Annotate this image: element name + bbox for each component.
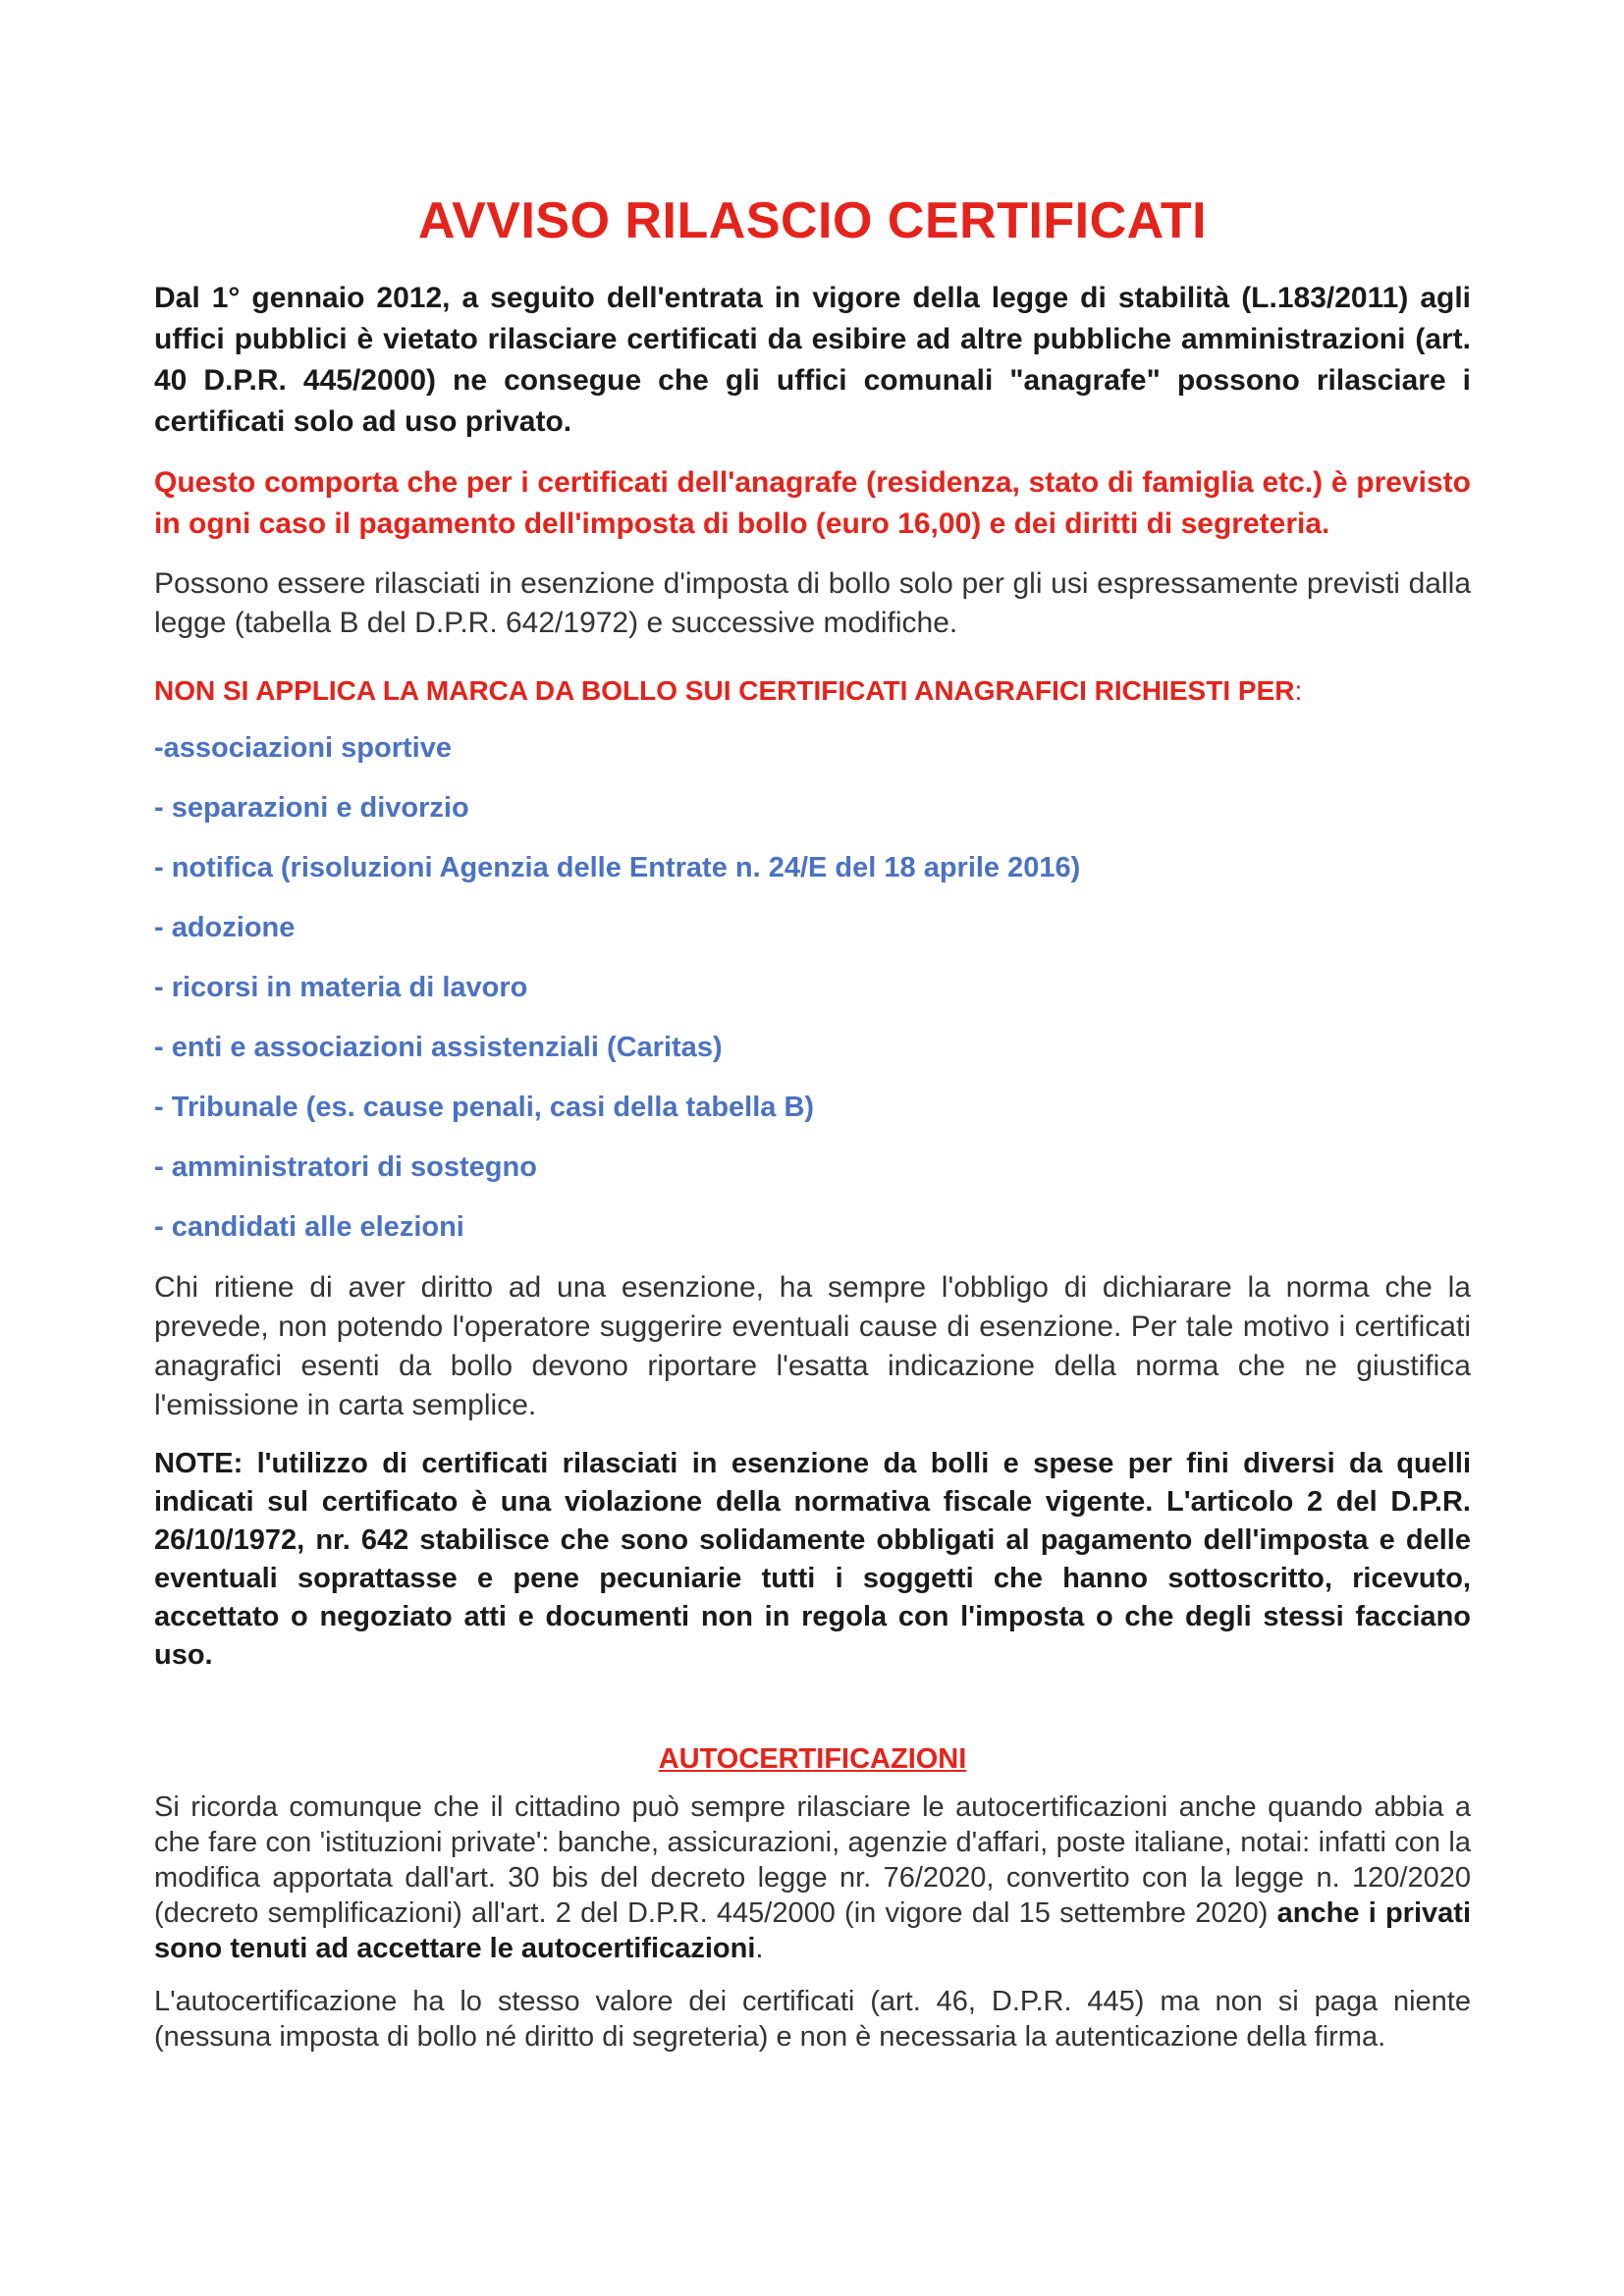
list-item: - separazioni e divorzio	[154, 792, 469, 824]
autocertificazioni-heading: AUTOCERTIFICAZIONI	[658, 1743, 967, 1775]
list-heading-text: NON SI APPLICA LA MARCA DA BOLLO SUI CERTIFICATI ANAGRAFICI RICHIESTI PER	[154, 675, 1295, 706]
warning-paragraph: Questo comporta che per i certificati dell'anagrafe (residenza, stato di famiglia etc.) è previsto in ogni caso il pagamento dell'imposta di bollo (euro 16,00) e dei diritti di segreteria.	[154, 466, 1471, 540]
list-item: - amministratori di sostegno	[154, 1151, 537, 1183]
list-item: - enti e associazioni assistenziali (Caritas)	[154, 1032, 723, 1063]
page-title: AVVISO RILASCIO CERTIFICATI	[417, 192, 1208, 249]
declaration-paragraph: Chi ritiene di aver diritto ad una esenzione, ha sempre l'obbligo di dichiarare la norma che la prevede, non potendo l'operatore suggerire eventuali cause di esenzione. Per tale motivo i certificati anagrafici esenti da bollo devono riportare l'esatta indicazione della norma che ne giustifica l'emissione in carta semplice.	[154, 1271, 1471, 1421]
autocert-end: .	[755, 1933, 764, 1964]
exemption-paragraph: Possono essere rilasciati in esenzione d'imposta di bollo solo per gli usi espressamente previsti dalla legge (tabella B del D.P.R. 642/1972) e successive modifiche.	[154, 567, 1471, 639]
list-item: - Tribunale (es. cause penali, casi della tabella B)	[154, 1092, 815, 1123]
autocert-paragraph-2: L'autocertificazione ha lo stesso valore dei certificati (art. 46, D.P.R. 445) ma non si paga niente (nessuna imposta di bollo né diritto di segreteria) e non è necessaria la autenticazione della firma.	[154, 1986, 1471, 2053]
autocert-paragraph-1	[154, 1789, 1471, 1966]
list-item: -associazioni sportive	[154, 732, 452, 764]
exempt-uses-list	[154, 729, 1471, 1246]
list-heading	[154, 670, 1471, 712]
autocert-bold-text: anche i privati sono tenuti ad accettare le autocertificazioni	[154, 1897, 1471, 1964]
note-label: NOTE	[154, 1448, 234, 1479]
list-item: - candidati alle elezioni	[154, 1211, 464, 1243]
note-paragraph	[154, 1445, 1471, 1675]
intro-paragraph: Dal 1° gennaio 2012, a seguito dell'entrata in vigore della legge di stabilità (L.183/2011) agli uffici pubblici è vietato rilasciare certificati da esibire ad altre pubbliche amministrazioni (art. 40 D.P.R. 445/2000) ne consegue che gli uffici comunali "anagrafe" possono rilasciare i certificati solo ad uso privato.	[154, 282, 1471, 438]
note-text: : l'utilizzo di certificati rilasciati in esenzione da bolli e spese per fini diversi da quelli indicati sul certificato è una violazione della normativa fiscale vigente. L'articolo 2 del D.P.R. 26/10/1972, nr. 642 stabilisce che sono solidamente obbligati al pagamento dell'imposta e delle eventuali soprattasse e pene pecuniarie tutti i soggetti che hanno sottoscritto, ricevuto, accettato o negoziato atti e documenti non in regola con l'imposta o che degli stessi facciano uso.	[154, 1448, 1471, 1671]
autocert-text: Si ricorda comunque che il cittadino può sempre rilasciare le autocertificazioni anche quando abbia a che fare con 'istituzioni private': banche, assicurazioni, agenzie d'affari, poste italiane, notai: infatti con la modifica apportata dall'art. 30 bis del decreto legge nr. 76/2020, convertito con la legge n. 120/2020 (decreto semplificazioni) all'art. 2 del D.P.R. 445/2000 (in vigore dal 15 settembre 2020)	[154, 1791, 1471, 1929]
list-item: - notifica (risoluzioni Agenzia delle Entrate n. 24/E del 18 aprile 2016)	[154, 852, 1081, 883]
list-item: - ricorsi in materia di lavoro	[154, 972, 528, 1003]
list-item: - adozione	[154, 912, 296, 943]
list-heading-colon: :	[1294, 675, 1303, 706]
